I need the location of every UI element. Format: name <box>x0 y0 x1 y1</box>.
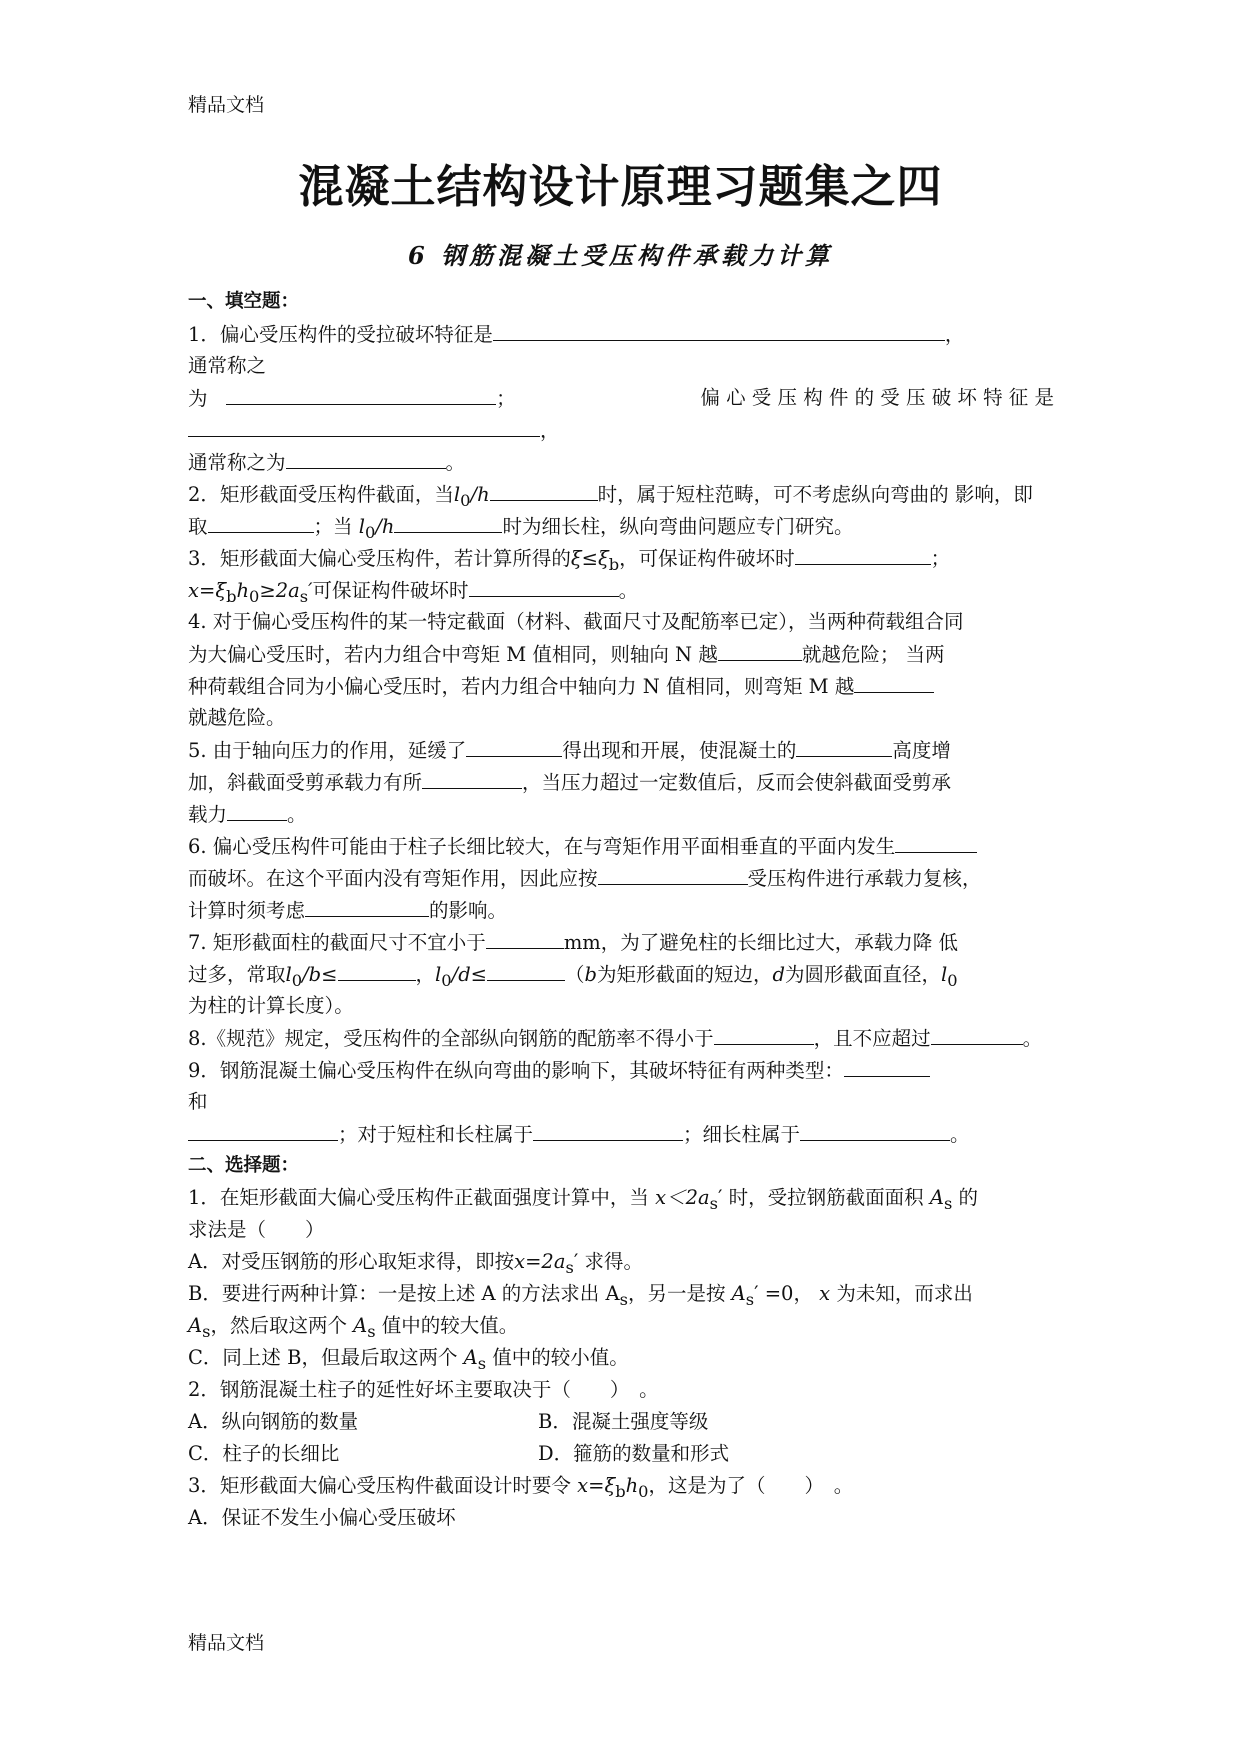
answer-blank[interactable] <box>718 638 802 661</box>
math-symbol: b <box>584 963 598 986</box>
question-text: 5. 由于轴向压力的作用，延缓了 <box>188 739 467 762</box>
math-symbol: x＜2a <box>655 1186 710 1209</box>
choice-question-1 <box>188 1182 1054 1214</box>
fill-question-1-cont <box>188 446 1054 478</box>
option-text: ′ 求得。 <box>573 1250 643 1273</box>
math-symbol: h <box>236 579 250 602</box>
question-text: 和 <box>188 1090 208 1113</box>
math-subscript: b <box>615 1481 626 1501</box>
math-subscript: s <box>477 1353 487 1373</box>
math-symbol: A <box>353 1314 368 1337</box>
fill-question-2 <box>188 478 1054 510</box>
question-text: 3．矩形截面大偏心受压构件，若计算所得的 <box>188 547 571 570</box>
option-text: ，另一是按 <box>627 1282 726 1305</box>
fill-question-7 <box>188 926 1054 958</box>
answer-blank[interactable] <box>800 1118 950 1141</box>
question-text: 求法是（ ） <box>188 1218 325 1241</box>
math-symbol: x=2a <box>514 1250 566 1273</box>
fill-question-3-cont <box>188 574 1054 606</box>
option-text: A．保证不发生小偏心受压破坏 <box>188 1506 456 1529</box>
question-text: ，当压力超过一定数值后，反而会使斜截面受剪承 <box>522 771 952 794</box>
page-header: 精品文档 <box>188 94 265 116</box>
question-text: 为矩形截面的短边， <box>597 963 773 986</box>
fill-question-4-cont <box>188 702 1054 734</box>
question-text: 而破坏。在这个平面内没有弯矩作用，因此应按 <box>188 867 598 890</box>
question-text: （ <box>565 963 585 986</box>
option-text: C．同上述 B，但最后取这两个 <box>188 1346 458 1369</box>
math-subscript: s <box>367 1321 376 1341</box>
question-text: ， <box>540 419 560 442</box>
question-text: 可保证构件破坏时 <box>312 579 469 602</box>
fill-question-9-cont <box>188 1086 1054 1118</box>
question-text: mm，为了避免柱的长细比过大，承载力降 低 <box>563 931 958 954</box>
answer-blank[interactable] <box>795 542 931 565</box>
fill-question-6-cont <box>188 894 1054 926</box>
question-text: 3．矩形截面大偏心受压构件截面设计时要令 <box>188 1474 571 1497</box>
question-text: 高度增 <box>892 739 951 762</box>
fill-question-4-cont <box>188 670 1054 702</box>
question-text: 为柱的计算长度）。 <box>188 994 354 1017</box>
question-text: 过多，常取 <box>188 963 286 986</box>
question-text: 。 <box>287 803 307 826</box>
question-text: ； <box>930 547 951 570</box>
choice-option-2D[interactable]: D．箍筋的数量和形式 <box>538 1442 730 1465</box>
choice-options-2-row1 <box>188 1406 1054 1438</box>
math-symbol: /h <box>375 515 395 538</box>
math-subscript: 0 <box>291 970 303 990</box>
answer-blank[interactable] <box>466 734 562 757</box>
fill-question-4 <box>188 606 1054 638</box>
question-text: 。 <box>950 1123 970 1146</box>
answer-blank[interactable] <box>931 1022 1023 1045</box>
question-text: 4. 对于偏心受压构件的某一特定截面（材料、截面尺寸及配筋率已定），当两种荷载组合同 <box>188 610 964 633</box>
fill-question-6 <box>188 830 1054 862</box>
question-text: 9．钢筋混凝土偏心受压构件在纵向弯曲的影响下，其破坏特征有两种类型： <box>188 1059 844 1082</box>
question-text: 。 <box>445 451 466 474</box>
question-text: 为大偏心受压时，若内力组合中弯矩 M 值相同，则轴向 N 越 <box>188 643 718 666</box>
math-symbol: l <box>435 963 442 986</box>
math-symbol: x=ξ <box>577 1474 616 1497</box>
choice-option-2B[interactable]: B．混凝土强度等级 <box>538 1410 709 1433</box>
answer-blank[interactable] <box>226 382 496 405</box>
fill-question-9-cont <box>188 1118 1054 1150</box>
math-symbol: l <box>941 963 948 986</box>
math-symbol: A <box>731 1282 746 1305</box>
math-symbol: /b≤ <box>302 963 338 986</box>
question-text: 种荷载组合同为小偏心受压时，若内力组合中轴向力 N 值相同，则弯矩 M 越 <box>188 675 855 698</box>
question-text: ； <box>496 387 516 410</box>
answer-blank[interactable] <box>487 958 565 981</box>
math-subscript: s <box>202 1321 211 1341</box>
question-text: 得出现和开展，使混凝土的 <box>562 739 797 762</box>
question-text: 偏 心 受 压 构 件 的 受 压 破 坏 特 征 是 <box>700 386 1054 409</box>
math-symbol: ξ≤ξ <box>570 547 609 570</box>
answer-blank[interactable] <box>188 414 540 437</box>
question-text: 就越危险。 <box>188 706 286 729</box>
fill-question-5-cont <box>188 798 1054 830</box>
math-subscript: 0 <box>638 1481 649 1501</box>
question-text: 。 <box>618 579 639 602</box>
math-symbol: ′ <box>308 579 313 602</box>
choice-question-2 <box>188 1374 1054 1406</box>
answer-blank[interactable] <box>338 958 416 981</box>
question-text: 受压构件进行承载力复核， <box>747 867 982 890</box>
math-subscript: 0 <box>441 970 452 990</box>
question-text: 2．矩形截面受压构件截面，当 <box>188 483 454 506</box>
math-subscript: s <box>299 586 309 606</box>
answer-blank[interactable] <box>208 510 314 533</box>
answer-blank[interactable] <box>486 926 564 949</box>
question-text: 就越危险； 当两 <box>801 643 945 666</box>
fill-question-1 <box>188 318 1054 350</box>
math-subscript: 0 <box>460 490 471 510</box>
math-subscript: 0 <box>249 586 260 606</box>
math-subscript: b <box>226 586 237 606</box>
fill-question-7-cont <box>188 990 1054 1022</box>
choice-option-1B[interactable]: B．要进行两种计算：一是按上述 A 的方法求出 $A_s$，另一是按 $A_s' =0$， x 为未知，而求出 <box>188 1282 973 1309</box>
math-subscript: b <box>608 554 620 574</box>
answer-blank[interactable] <box>469 574 619 597</box>
question-text: 的 <box>958 1186 978 1209</box>
option-text: 值中的较小值。 <box>492 1346 629 1369</box>
answer-blank[interactable] <box>844 1054 930 1077</box>
question-text: ， <box>415 963 436 986</box>
question-text: 载力 <box>188 803 228 826</box>
answer-blank[interactable] <box>490 478 598 501</box>
question-text: 的影响。 <box>429 899 508 922</box>
question-text: ；当 <box>313 515 353 538</box>
question-text: 为圆形截面直径， <box>785 963 942 986</box>
option-text: 值中的较大值。 <box>381 1314 519 1337</box>
math-symbol: A <box>188 1314 203 1337</box>
answer-blank[interactable] <box>796 734 892 757</box>
option-text: A．对受压钢筋的形心取矩求得，即按 <box>188 1250 515 1273</box>
answer-blank[interactable] <box>188 1118 338 1141</box>
option-text: 为未知，而求出 <box>836 1282 973 1305</box>
option-text: B．要进行两种计算：一是按上述 A 的方法求出 A <box>188 1282 620 1305</box>
document-title: 混凝土结构设计原理习题集之四 <box>298 160 943 213</box>
page-footer: 精品文档 <box>188 1632 265 1654</box>
math-symbol: d <box>772 963 786 986</box>
math-symbol: x=ξ <box>188 579 227 602</box>
question-text: 1．在矩形截面大偏心受压构件正截面强度计算中，当 <box>188 1186 649 1209</box>
answer-blank[interactable] <box>598 862 748 885</box>
question-text: 时，属于短柱范畴，可不考虑纵向弯曲的 影响，即 <box>597 483 1033 506</box>
math-symbol: /d≤ <box>451 963 488 986</box>
answer-blank[interactable] <box>227 798 287 821</box>
math-subscript: s <box>619 1289 628 1309</box>
math-subscript: s <box>745 1289 755 1309</box>
chapter-subtitle: 6 钢筋混凝土受压构件承载力计算 <box>407 241 834 270</box>
question-text: 。 <box>1022 1027 1043 1050</box>
math-symbol: l <box>453 483 461 506</box>
question-text: ，这是为了（ ） 。 <box>648 1474 854 1497</box>
answer-blank[interactable] <box>305 894 429 917</box>
question-text: ， <box>944 323 965 346</box>
math-symbol: l <box>285 963 292 986</box>
math-symbol: ≥2a <box>259 579 300 602</box>
answer-blank[interactable] <box>493 318 945 341</box>
fill-question-5 <box>188 734 1054 766</box>
option-text: ，然后取这两个 <box>210 1314 347 1337</box>
question-text: 通常称之 <box>188 354 267 377</box>
option-text: ′ =0， <box>754 1282 813 1305</box>
answer-blank[interactable] <box>714 1022 814 1045</box>
answer-blank[interactable] <box>895 830 977 853</box>
answer-blank[interactable] <box>286 446 446 469</box>
choice-option-1C[interactable] <box>188 1342 1054 1374</box>
answer-blank[interactable] <box>533 1118 683 1141</box>
fill-question-5-cont <box>188 766 1054 798</box>
exercise-content <box>188 286 1054 1534</box>
math-symbol: l <box>358 515 365 538</box>
question-text: ；对于短柱和长柱属于 <box>338 1123 534 1146</box>
fill-question-8 <box>188 1022 1054 1054</box>
choice-option-3A[interactable] <box>188 1502 1054 1534</box>
question-text: 取 <box>188 515 208 538</box>
fill-question-2-cont <box>188 510 1054 542</box>
question-text: 8.《规范》规定，受压构件的全部纵向钢筋的配筋率不得小于 <box>188 1027 714 1050</box>
math-subscript: s <box>565 1257 574 1277</box>
answer-blank[interactable] <box>394 510 502 533</box>
question-text: 通常称之为 <box>188 451 286 474</box>
question-text: ；细长柱属于 <box>683 1123 801 1146</box>
choice-option-1A[interactable] <box>188 1246 1054 1278</box>
fill-question-9 <box>188 1054 1054 1086</box>
fill-question-7-cont <box>188 958 1054 990</box>
question-text: 加，斜截面受剪承载力有所 <box>188 771 423 794</box>
math-subscript: 0 <box>364 522 376 542</box>
question-text: ′ 时，受拉钢筋截面面积 <box>718 1186 924 1209</box>
math-subscript: 0 <box>947 970 958 990</box>
fill-question-3 <box>188 542 1054 574</box>
section-heading-fill: 一、填空题： <box>188 291 300 312</box>
math-subscript: s <box>943 1193 953 1213</box>
choice-question-3: 3．矩形截面大偏心受压构件截面设计时要令 $x=\xi_bh_0$，这是为了（ ） 。 <box>188 1474 854 1501</box>
choice-option-2C[interactable]: C．柱子的长细比 <box>188 1442 340 1465</box>
question-text: 6. 偏心受压构件可能由于柱子长细比较大，在与弯矩作用平面相垂直的平面内发生 <box>188 835 896 858</box>
section-heading-choice: 二、选择题： <box>188 1155 300 1176</box>
math-symbol: /h <box>470 483 490 506</box>
question-text: 2．钢筋混凝土柱子的延性好坏主要取决于（ ） 。 <box>188 1378 659 1401</box>
choice-option-1B-cont <box>188 1310 1054 1342</box>
math-symbol: A <box>463 1346 478 1369</box>
question-text: 7. 矩形截面柱的截面尺寸不宜小于 <box>188 931 486 954</box>
question-text: 为 <box>188 387 208 410</box>
math-symbol: A <box>929 1186 944 1209</box>
fill-question-4-cont <box>188 638 1054 670</box>
fill-question-1-cont <box>188 414 1054 446</box>
question-text: ，可保证构件破坏时 <box>619 547 795 570</box>
choice-question-1-cont <box>188 1214 1054 1246</box>
choice-options-2-row2 <box>188 1438 1054 1470</box>
question-text: 时为细长柱，纵向弯曲问题应专门研究。 <box>502 515 854 538</box>
question-text: 计算时须考虑 <box>188 899 306 922</box>
math-subscript: s <box>709 1193 718 1213</box>
fill-question-1-cont <box>188 350 1054 382</box>
question-text: ，且不应超过 <box>813 1027 931 1050</box>
fill-question-1-cont <box>188 382 1054 414</box>
fill-question-6-cont <box>188 862 1054 894</box>
answer-blank[interactable] <box>422 766 522 789</box>
question-text: 1．偏心受压构件的受拉破坏特征是 <box>188 323 493 346</box>
answer-blank[interactable] <box>854 670 934 693</box>
choice-option-2A[interactable]: A．纵向钢筋的数量 <box>188 1410 359 1433</box>
